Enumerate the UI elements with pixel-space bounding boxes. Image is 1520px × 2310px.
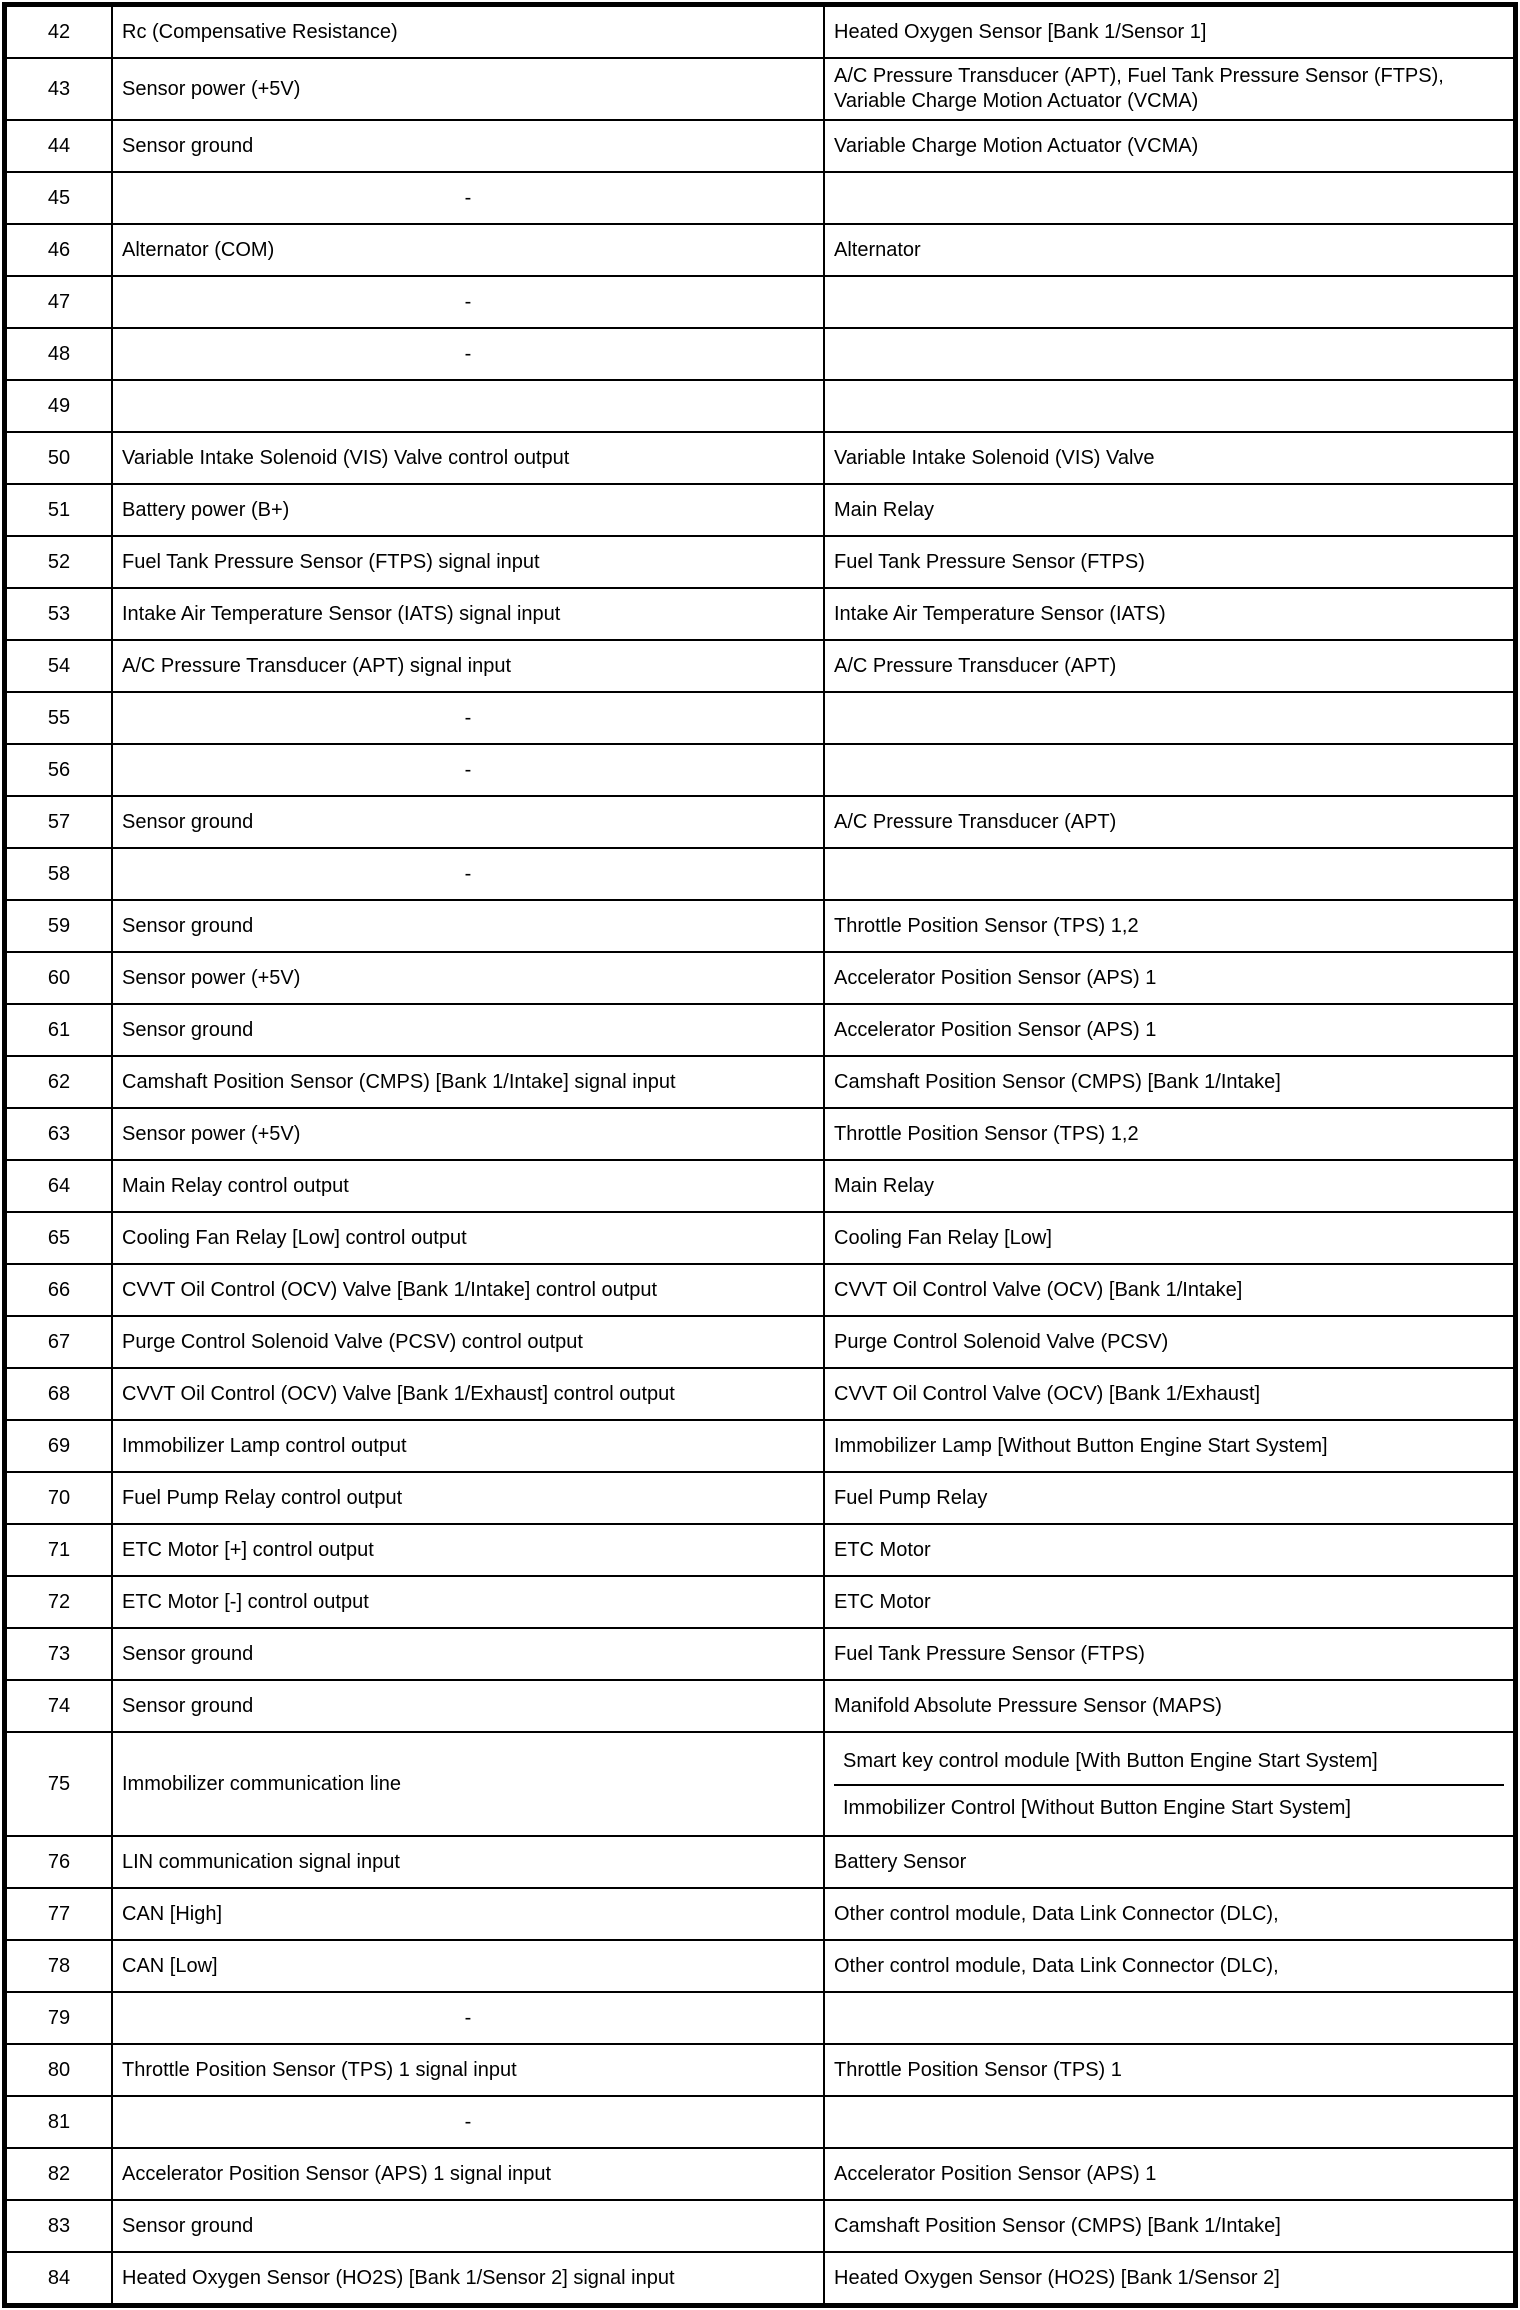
connected-to-cell (824, 2096, 1516, 2148)
ecm-connector-pin-table (2, 2, 1518, 2308)
table-row (5, 58, 1516, 120)
table-row (5, 1992, 1516, 2044)
table-row (5, 952, 1516, 1004)
table-row (5, 276, 1516, 328)
connected-to-cell: Variable Intake Solenoid (VIS) Valve (824, 432, 1516, 484)
connected-to-cell: Variable Charge Motion Actuator (VCMA) (824, 120, 1516, 172)
connected-to-cell: Other control module, Data Link Connector (DLC), (824, 1940, 1516, 1992)
table-row (5, 1004, 1516, 1056)
connected-to-cell: Immobilizer Lamp [Without Button Engine Start System] (824, 1420, 1516, 1472)
pin-number-cell: 68 (5, 1368, 113, 1420)
table-row (5, 692, 1516, 744)
description-cell: Sensor ground (112, 1680, 824, 1732)
connected-to-cell: Purge Control Solenoid Valve (PCSV) (824, 1316, 1516, 1368)
description-cell: LIN communication signal input (112, 1836, 824, 1888)
table-row (5, 744, 1516, 796)
description-cell: - (112, 848, 824, 900)
table-body (5, 5, 1516, 2306)
pin-number-cell: 45 (5, 172, 113, 224)
pin-number-cell: 67 (5, 1316, 113, 1368)
pin-number-cell: 53 (5, 588, 113, 640)
table-row (5, 2044, 1516, 2096)
connected-to-cell: CVVT Oil Control Valve (OCV) [Bank 1/Exhaust] (824, 1368, 1516, 1420)
pin-number-cell: 79 (5, 1992, 113, 2044)
pin-number-cell: 56 (5, 744, 113, 796)
connected-to-cell (824, 744, 1516, 796)
pin-number-cell: 46 (5, 224, 113, 276)
description-cell: CVVT Oil Control (OCV) Valve [Bank 1/Intake] control output (112, 1264, 824, 1316)
pin-number-cell: 70 (5, 1472, 113, 1524)
pin-number-cell: 81 (5, 2096, 113, 2148)
table-row (5, 172, 1516, 224)
pin-number-cell: 59 (5, 900, 113, 952)
connected-to-cell (824, 1732, 1516, 1836)
pin-number-cell: 61 (5, 1004, 113, 1056)
connected-to-cell: Fuel Pump Relay (824, 1472, 1516, 1524)
table-row (5, 1836, 1516, 1888)
connected-to-cell: Alternator (824, 224, 1516, 276)
pin-number-cell: 63 (5, 1108, 113, 1160)
description-cell: CAN [Low] (112, 1940, 824, 1992)
description-cell: Sensor ground (112, 796, 824, 848)
table-row (5, 2200, 1516, 2252)
table-row (5, 1576, 1516, 1628)
table-row (5, 2148, 1516, 2200)
connected-to-cell: Accelerator Position Sensor (APS) 1 (824, 2148, 1516, 2200)
pin-number-cell: 66 (5, 1264, 113, 1316)
pin-number-cell: 44 (5, 120, 113, 172)
description-cell: Fuel Tank Pressure Sensor (FTPS) signal input (112, 536, 824, 588)
table-row (5, 640, 1516, 692)
pin-number-cell: 48 (5, 328, 113, 380)
description-cell: Sensor ground (112, 1004, 824, 1056)
table-row (5, 1056, 1516, 1108)
connected-to-cell: A/C Pressure Transducer (APT), Fuel Tank Pressure Sensor (FTPS), Variable Charge Motion Actuator (VCMA) (824, 58, 1516, 120)
connected-to-subcell: Immobilizer Control [Without Button Engine Start System] (834, 1784, 1504, 1830)
table-row (5, 536, 1516, 588)
description-cell: CAN [High] (112, 1888, 824, 1940)
description-cell: Sensor ground (112, 120, 824, 172)
connected-to-cell: Heated Oxygen Sensor (HO2S) [Bank 1/Sensor 2] (824, 2252, 1516, 2306)
pin-number-cell: 54 (5, 640, 113, 692)
description-cell: Rc (Compensative Resistance) (112, 5, 824, 59)
description-cell: ETC Motor [+] control output (112, 1524, 824, 1576)
connected-to-cell (824, 328, 1516, 380)
pin-number-cell: 65 (5, 1212, 113, 1264)
connected-to-cell: Fuel Tank Pressure Sensor (FTPS) (824, 1628, 1516, 1680)
description-cell: Purge Control Solenoid Valve (PCSV) control output (112, 1316, 824, 1368)
table-row (5, 588, 1516, 640)
description-cell: - (112, 2096, 824, 2148)
description-cell: Sensor ground (112, 1628, 824, 1680)
description-cell: Immobilizer communication line (112, 1732, 824, 1836)
table-row (5, 1368, 1516, 1420)
table-row (5, 900, 1516, 952)
connected-to-cell: Main Relay (824, 484, 1516, 536)
description-cell: Main Relay control output (112, 1160, 824, 1212)
description-cell: Camshaft Position Sensor (CMPS) [Bank 1/Intake] signal input (112, 1056, 824, 1108)
pin-number-cell: 55 (5, 692, 113, 744)
pin-number-cell: 84 (5, 2252, 113, 2306)
description-cell: - (112, 744, 824, 796)
pin-number-cell: 72 (5, 1576, 113, 1628)
pin-number-cell: 78 (5, 1940, 113, 1992)
pin-number-cell: 64 (5, 1160, 113, 1212)
table-row (5, 328, 1516, 380)
description-cell: Alternator (COM) (112, 224, 824, 276)
pin-number-cell: 60 (5, 952, 113, 1004)
table-row (5, 1628, 1516, 1680)
connected-to-cell: ETC Motor (824, 1576, 1516, 1628)
table-row (5, 120, 1516, 172)
connected-to-cell: Throttle Position Sensor (TPS) 1,2 (824, 900, 1516, 952)
description-cell: Sensor ground (112, 2200, 824, 2252)
description-cell: Heated Oxygen Sensor (HO2S) [Bank 1/Sensor 2] signal input (112, 2252, 824, 2306)
pin-number-cell: 82 (5, 2148, 113, 2200)
connected-to-cell (824, 848, 1516, 900)
pin-number-cell: 76 (5, 1836, 113, 1888)
description-cell: Sensor ground (112, 900, 824, 952)
connected-to-cell: A/C Pressure Transducer (APT) (824, 640, 1516, 692)
pin-number-cell: 43 (5, 58, 113, 120)
description-cell: - (112, 328, 824, 380)
table-row (5, 224, 1516, 276)
connected-to-cell: Camshaft Position Sensor (CMPS) [Bank 1/Intake] (824, 2200, 1516, 2252)
table-row (5, 1212, 1516, 1264)
table-row (5, 432, 1516, 484)
pin-number-cell: 50 (5, 432, 113, 484)
description-cell: - (112, 172, 824, 224)
description-cell: Intake Air Temperature Sensor (IATS) signal input (112, 588, 824, 640)
table-row (5, 2096, 1516, 2148)
pin-number-cell: 58 (5, 848, 113, 900)
table-row (5, 484, 1516, 536)
pin-number-cell: 57 (5, 796, 113, 848)
connected-to-cell (824, 1992, 1516, 2044)
table-row (5, 1940, 1516, 1992)
description-cell: Accelerator Position Sensor (APS) 1 signal input (112, 2148, 824, 2200)
pin-number-cell: 74 (5, 1680, 113, 1732)
description-cell (112, 380, 824, 432)
connected-to-cell: Battery Sensor (824, 1836, 1516, 1888)
connected-to-cell: A/C Pressure Transducer (APT) (824, 796, 1516, 848)
table-row (5, 1160, 1516, 1212)
description-cell: Sensor power (+5V) (112, 58, 824, 120)
description-cell: CVVT Oil Control (OCV) Valve [Bank 1/Exhaust] control output (112, 1368, 824, 1420)
connected-to-cell: CVVT Oil Control Valve (OCV) [Bank 1/Intake] (824, 1264, 1516, 1316)
description-cell: Immobilizer Lamp control output (112, 1420, 824, 1472)
pin-number-cell: 73 (5, 1628, 113, 1680)
connected-to-cell: Intake Air Temperature Sensor (IATS) (824, 588, 1516, 640)
table-row (5, 380, 1516, 432)
connected-to-cell: Manifold Absolute Pressure Sensor (MAPS) (824, 1680, 1516, 1732)
connected-to-cell: Heated Oxygen Sensor [Bank 1/Sensor 1] (824, 5, 1516, 59)
pin-number-cell: 75 (5, 1732, 113, 1836)
connected-to-cell: Other control module, Data Link Connector (DLC), (824, 1888, 1516, 1940)
connected-to-subcell: Smart key control module [With Button Engine Start System] (843, 1749, 1378, 1772)
pin-number-cell: 83 (5, 2200, 113, 2252)
description-cell: - (112, 276, 824, 328)
connected-to-cell (824, 380, 1516, 432)
pin-number-cell: 51 (5, 484, 113, 536)
table-row (5, 848, 1516, 900)
table-row (5, 1524, 1516, 1576)
pin-number-cell: 49 (5, 380, 113, 432)
connected-to-cell: Camshaft Position Sensor (CMPS) [Bank 1/Intake] (824, 1056, 1516, 1108)
table-row (5, 5, 1516, 59)
pin-number-cell: 52 (5, 536, 113, 588)
description-cell: Variable Intake Solenoid (VIS) Valve control output (112, 432, 824, 484)
table-row (5, 1108, 1516, 1160)
connected-to-cell: Accelerator Position Sensor (APS) 1 (824, 952, 1516, 1004)
pin-number-cell: 77 (5, 1888, 113, 1940)
pin-number-cell: 47 (5, 276, 113, 328)
description-cell: Sensor power (+5V) (112, 952, 824, 1004)
pin-number-cell: 71 (5, 1524, 113, 1576)
connected-to-cell: ETC Motor (824, 1524, 1516, 1576)
connected-to-cell: Main Relay (824, 1160, 1516, 1212)
pin-number-cell: 80 (5, 2044, 113, 2096)
table-row (5, 2252, 1516, 2306)
table-row (5, 1420, 1516, 1472)
description-cell: Cooling Fan Relay [Low] control output (112, 1212, 824, 1264)
table-row (5, 1472, 1516, 1524)
connected-to-cell: Throttle Position Sensor (TPS) 1 (824, 2044, 1516, 2096)
description-cell: - (112, 1992, 824, 2044)
connected-to-cell: Cooling Fan Relay [Low] (824, 1212, 1516, 1264)
description-cell: Sensor power (+5V) (112, 1108, 824, 1160)
description-cell: - (112, 692, 824, 744)
description-cell: A/C Pressure Transducer (APT) signal input (112, 640, 824, 692)
connected-to-cell: Throttle Position Sensor (TPS) 1,2 (824, 1108, 1516, 1160)
description-cell: ETC Motor [-] control output (112, 1576, 824, 1628)
table-row (5, 1680, 1516, 1732)
pin-number-cell: 42 (5, 5, 113, 59)
connected-to-cell: Fuel Tank Pressure Sensor (FTPS) (824, 536, 1516, 588)
connected-to-cell (824, 172, 1516, 224)
table-row (5, 1316, 1516, 1368)
description-cell: Battery power (B+) (112, 484, 824, 536)
connected-to-cell (824, 692, 1516, 744)
pin-number-cell: 69 (5, 1420, 113, 1472)
description-cell: Fuel Pump Relay control output (112, 1472, 824, 1524)
description-cell: Throttle Position Sensor (TPS) 1 signal input (112, 2044, 824, 2096)
table-row (5, 796, 1516, 848)
connected-to-cell (824, 276, 1516, 328)
table-row (5, 1264, 1516, 1316)
table-row (5, 1732, 1516, 1836)
pin-number-cell: 62 (5, 1056, 113, 1108)
table-row (5, 1888, 1516, 1940)
connected-to-cell: Accelerator Position Sensor (APS) 1 (824, 1004, 1516, 1056)
